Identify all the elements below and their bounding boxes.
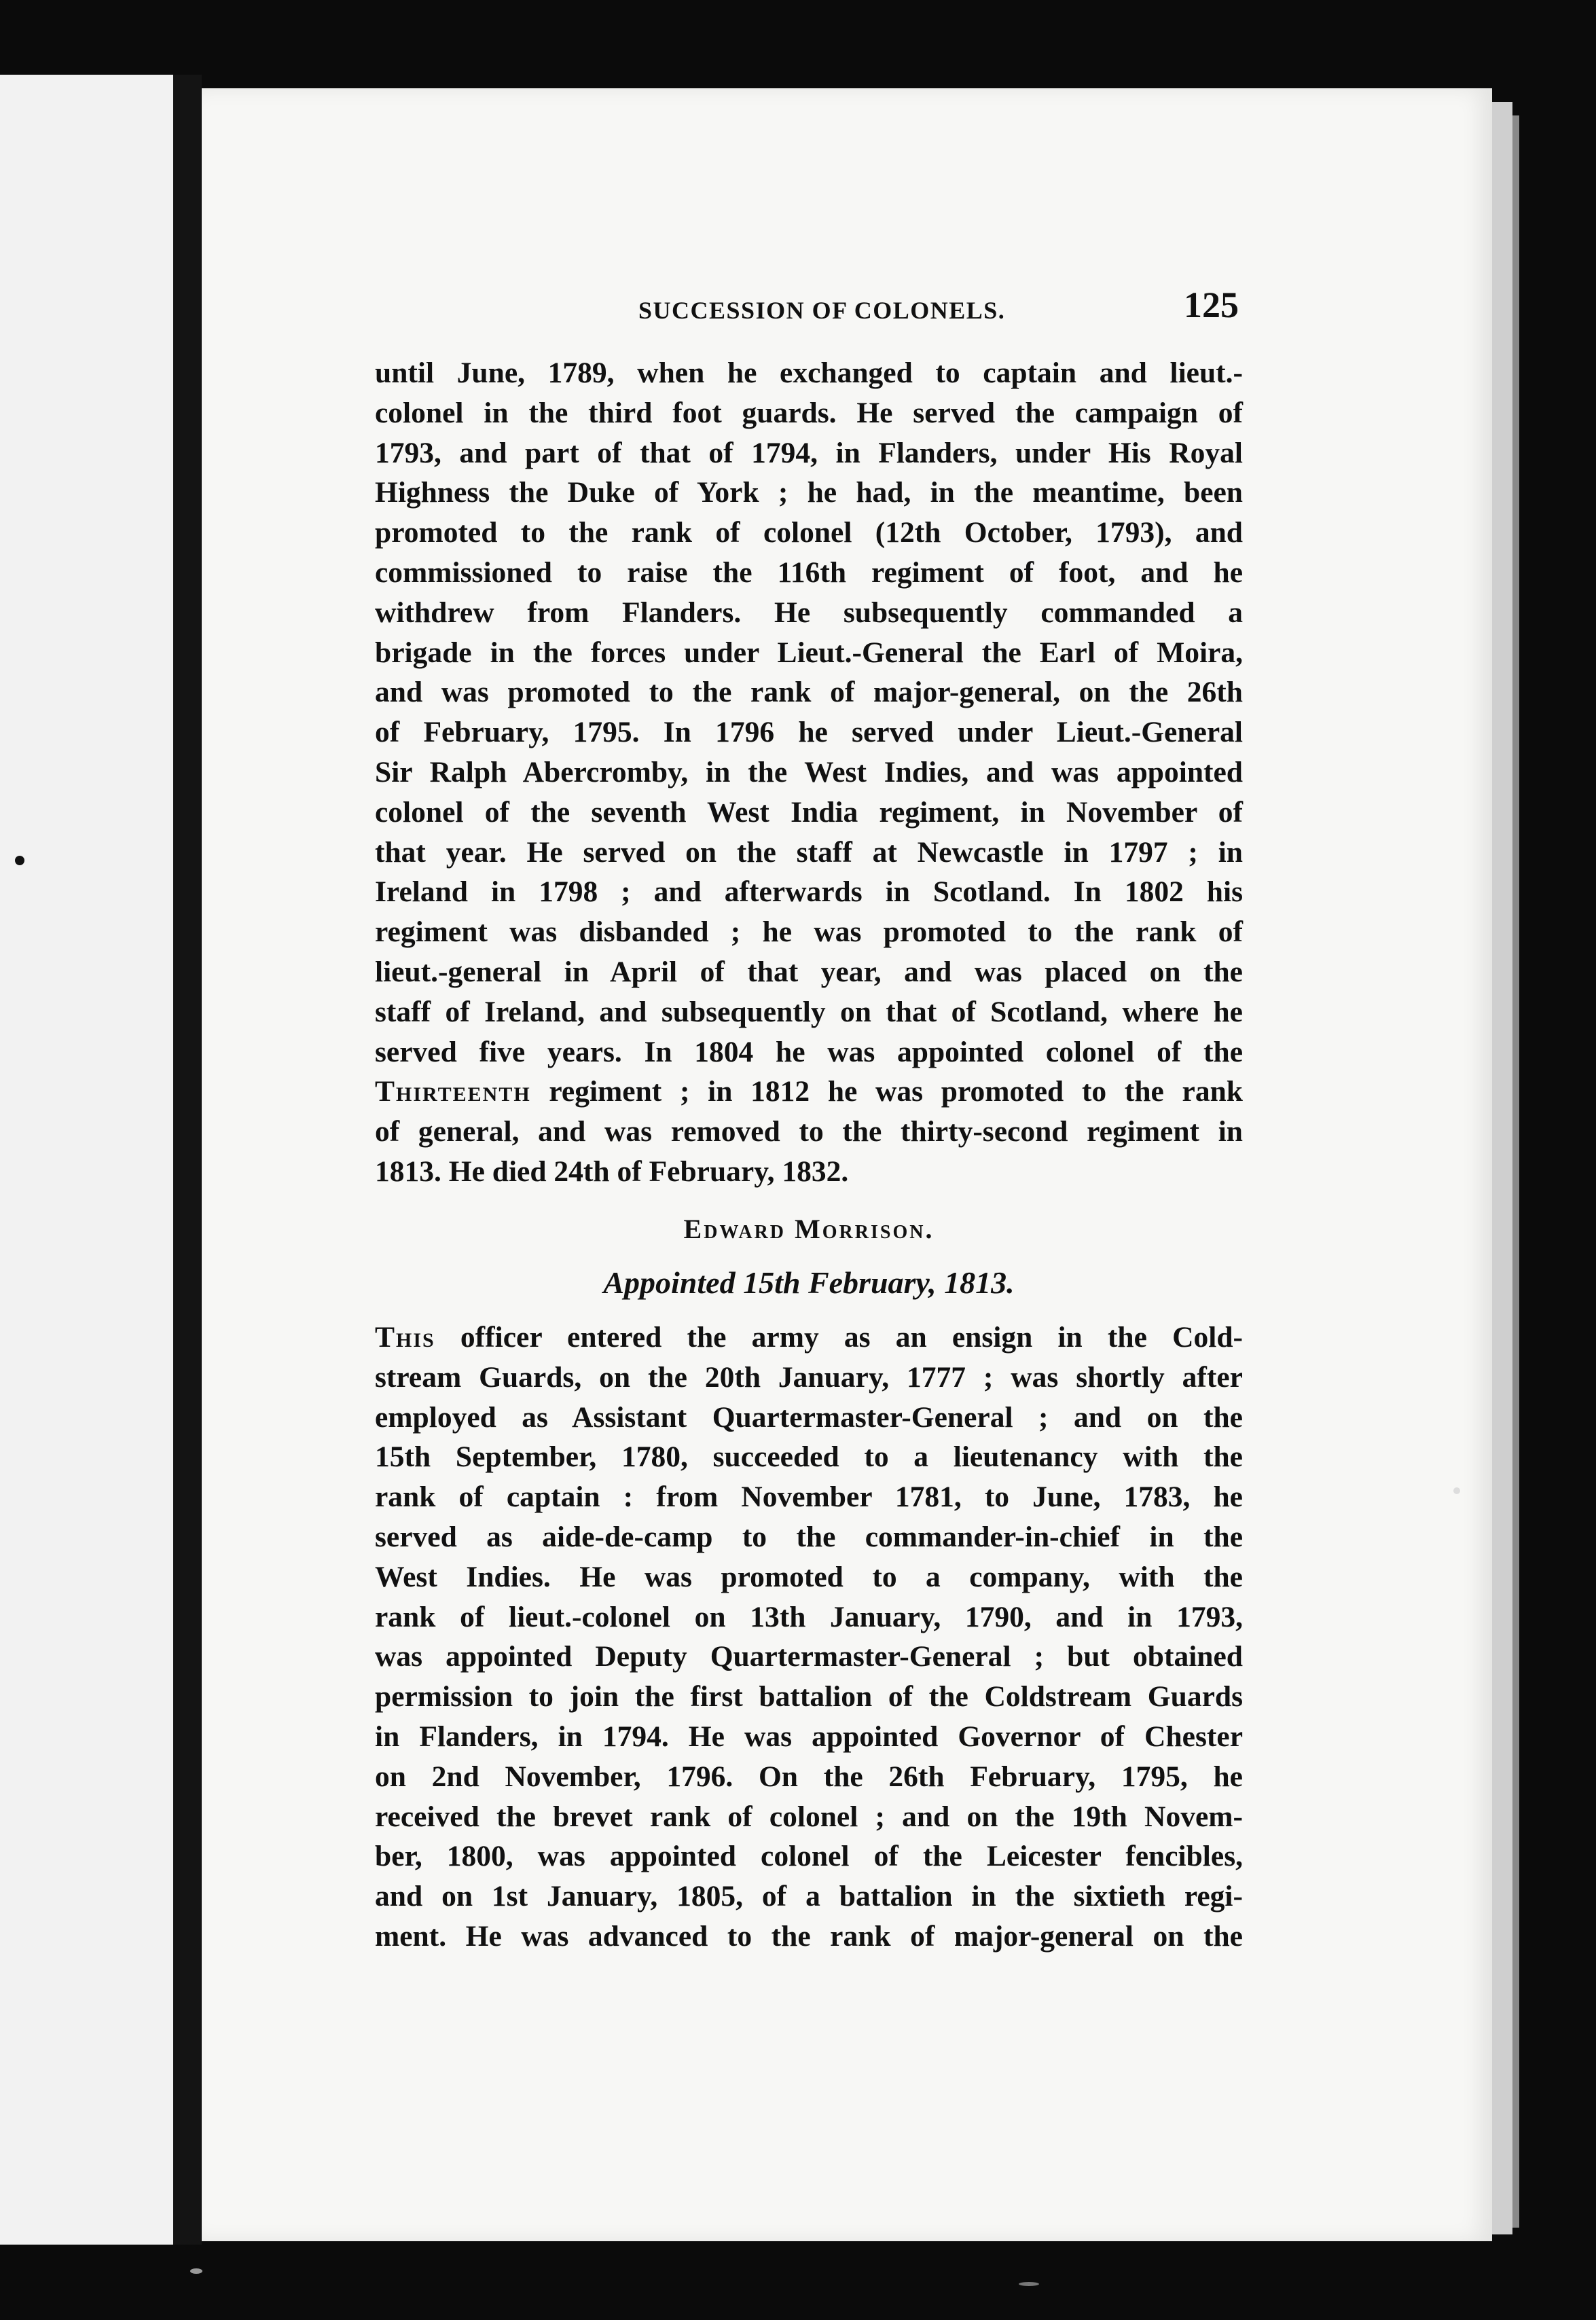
ink-speck — [15, 856, 24, 865]
text-line: and was promoted to the rank of major-general, on the 26th — [375, 676, 1243, 709]
page-header — [638, 284, 1250, 338]
text-line: 1813. He died 24th of February, 1832. — [375, 1155, 849, 1188]
text-line: stream Guards, on the 20th January, 1777 ; was shortly after — [375, 1360, 1243, 1394]
text-line: received the brevet rank of colonel ; and on the 19th Novem- — [375, 1800, 1243, 1833]
book-gutter — [173, 75, 202, 2245]
text-line: of general, and was removed to the thirty-second regiment in — [375, 1115, 1243, 1148]
text-line — [375, 1072, 1243, 1112]
previous-page-edge — [0, 75, 173, 2245]
text-line: Sir Ralph Abercromby, in the West Indies, and was appointed — [375, 755, 1243, 789]
text-line: rank of lieut.-colonel on 13th January, 1790, and in 1793, — [375, 1600, 1243, 1633]
page-edge-shadow — [1492, 102, 1512, 2234]
running-head: SUCCESSION OF COLONELS. — [638, 297, 1006, 324]
scan-speck — [1019, 2282, 1039, 2286]
text-line: 1793, and part of that of 1794, in Flanders, under His Royal — [375, 436, 1243, 469]
text-line: served five years. In 1804 he was appointed colonel of the — [375, 1035, 1243, 1068]
text-line: ber, 1800, was appointed colonel of the Leicester fencibles, — [375, 1840, 1243, 1873]
text-line: permission to join the first battalion of the Coldstream Guards — [375, 1680, 1243, 1714]
officer-name-heading: Edward Morrison. — [683, 1214, 935, 1244]
text-line: and on 1st January, 1805, of a battalion in the sixtieth regi- — [375, 1880, 1243, 1913]
text-line: commissioned to raise the 116th regiment of foot, and he — [375, 556, 1243, 589]
text-line: lieut.-general in April of that year, and was placed on the — [375, 955, 1243, 988]
text-line: was appointed Deputy Quartermaster-General ; but obtained — [375, 1640, 1243, 1673]
scan-speck — [190, 2268, 202, 2274]
text-line-rest: officer entered the army as an ensign in the Cold- — [435, 1321, 1243, 1354]
text-line-rest: regiment ; in 1812 he was promoted to the rank — [530, 1075, 1243, 1108]
text-line: staff of Ireland, and subsequently on that of Scotland, where he — [375, 995, 1243, 1028]
page-number: 125 — [1184, 285, 1239, 325]
text-line: regiment was disbanded ; he was promoted to the rank of — [375, 916, 1243, 949]
text-line: of February, 1795. In 1796 he served under Lieut.-General — [375, 716, 1243, 749]
text-line: Highness the Duke of York ; he had, in the meantime, been — [375, 476, 1243, 509]
text-line: brigade in the forces under Lieut.-General the Earl of Moira, — [375, 636, 1243, 669]
text-line: rank of captain : from November 1781, to June, 1783, he — [375, 1481, 1243, 1514]
regiment-name: Thirteenth — [375, 1075, 531, 1108]
text-line: that year. He served on the staff at Newcastle in 1797 ; in — [375, 835, 1243, 869]
text-line: colonel of the seventh West India regiment, in November of — [375, 795, 1243, 829]
page-edge-dark — [1512, 115, 1519, 2228]
second-entry-text — [375, 1318, 1243, 1957]
text-line: withdrew from Flanders. He subsequently commanded a — [375, 596, 1243, 629]
text-line: promoted to the rank of colonel (12th October, 1793), and — [375, 516, 1243, 549]
first-word: This — [375, 1321, 435, 1354]
text-line: ment. He was advanced to the rank of major-general on the — [375, 1919, 1243, 1953]
text-line: West Indies. He was promoted to a company, with the — [375, 1560, 1243, 1593]
first-entry-text — [375, 353, 1243, 1192]
text-line: in Flanders, in 1794. He was appointed Governor of Chester — [375, 1720, 1243, 1753]
text-line: 15th September, 1780, succeeded to a lieutenancy with the — [375, 1440, 1243, 1474]
text-line: employed as Assistant Quartermaster-General ; and on the — [375, 1400, 1243, 1434]
text-line: served as aide-de-camp to the commander-in-chief in the — [375, 1520, 1243, 1553]
appointment-date: Appointed 15th February, 1813. — [603, 1265, 1015, 1300]
text-line: Ireland in 1798 ; and afterwards in Scotland. In 1802 his — [375, 875, 1243, 909]
text-line — [375, 1318, 1243, 1358]
text-line: on 2nd November, 1796. On the 26th February, 1795, he — [375, 1760, 1243, 1793]
text-line: colonel in the third foot guards. He served the campaign of — [375, 396, 1243, 429]
text-line: until June, 1789, when he exchanged to captain and lieut.- — [375, 357, 1243, 389]
scan-speck — [1453, 1487, 1460, 1494]
